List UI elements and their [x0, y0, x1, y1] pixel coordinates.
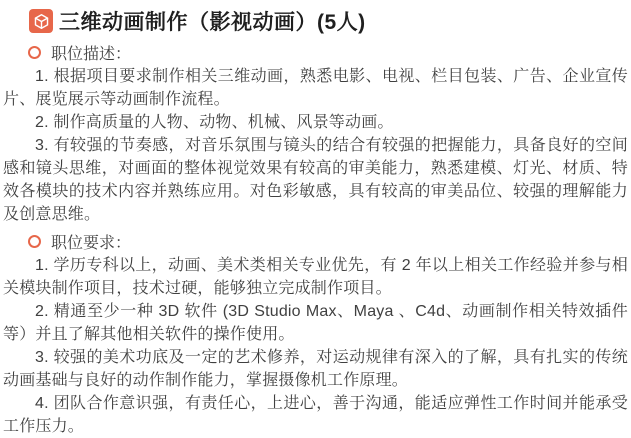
section-job-requirements	[3, 231, 628, 438]
job-title-row	[29, 8, 628, 34]
cube-3d-icon	[29, 9, 53, 33]
section-heading: 职位要求：	[51, 234, 132, 252]
description-item-1: 1. 根据项目要求制作相关三维动画，熟悉电影、电视、栏目包装、广告、企业宣传片、展览展示等动画制作流程。	[3, 68, 628, 108]
section-header	[28, 42, 628, 62]
requirement-item-4: 4. 团队合作意识强，有责任心，上进心，善于沟通，能适应弹性工作时间并能承受工作压力。	[3, 395, 628, 435]
section-job-description	[3, 42, 628, 226]
page-title: 三维动画制作（影视动画）(5人)	[59, 11, 366, 34]
ring-bullet-icon	[28, 235, 41, 248]
requirement-item-1: 1. 学历专科以上，动画、美术类相关专业优先，有 2 年以上相关工作经验并参与相关模块制作项目，技术过硬，能够独立完成制作项目。	[3, 257, 628, 297]
section-heading: 职位描述：	[51, 45, 132, 63]
requirement-item-2: 2. 精通至少一种 3D 软件 (3D Studio Max、Maya 、C4d、动画制作相关特效插件等）并且了解其他相关软件的操作使用。	[3, 303, 628, 343]
section-header	[28, 231, 628, 251]
ring-bullet-icon	[28, 46, 41, 59]
description-item-2: 2. 制作高质量的人物、动物、机械、风景等动画。	[35, 114, 394, 131]
requirement-item-3: 3. 较强的美术功底及一定的艺术修养，对运动规律有深入的了解，具有扎实的传统动画基础与良好的动作制作能力，掌握摄像机工作原理。	[3, 349, 628, 389]
description-item-3: 3. 有较强的节奏感，对音乐氛围与镜头的结合有较强的把握能力，具备良好的空间感和镜头思维，对画面的整体视觉效果有较高的审美能力，熟悉建模、灯光、材质、特效各模块的技术内容并熟练应用。对色彩敏感，具有较高的审美品位、较强的理解能力及创意思维。	[3, 137, 628, 223]
